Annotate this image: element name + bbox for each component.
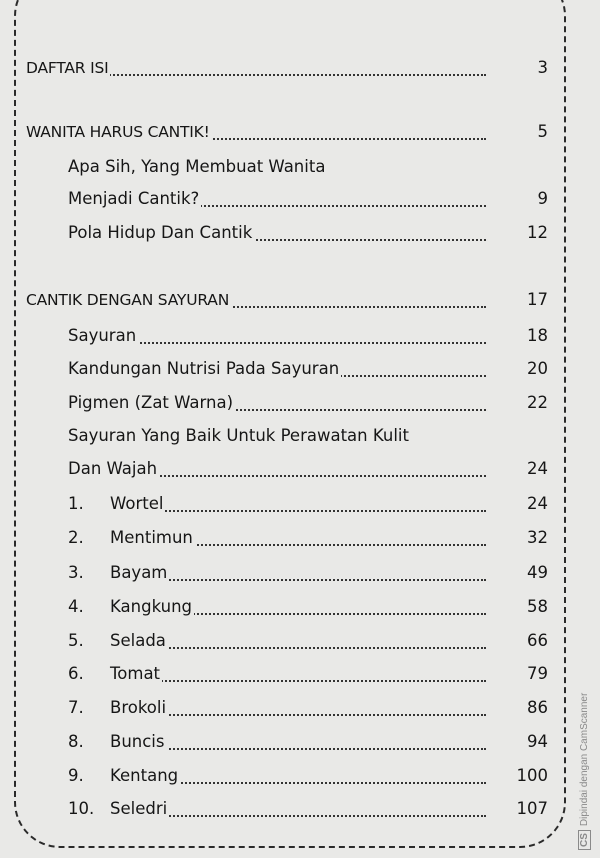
- toc-item-9[interactable]: [68, 762, 486, 790]
- entry-title-line1: Apa Sih, Yang Membuat Wanita: [68, 157, 326, 176]
- item-page: 58: [527, 597, 548, 616]
- entry-page: 20: [527, 359, 548, 378]
- item-title: Buncis: [110, 730, 167, 754]
- item-number: 5.: [68, 629, 86, 653]
- toc-entry-cantik-dengan-sayuran[interactable]: [26, 286, 486, 314]
- toc-entry-pola-hidup[interactable]: [68, 219, 486, 247]
- toc-item-10[interactable]: [68, 795, 486, 823]
- item-title: Kangkung: [110, 595, 194, 619]
- item-page: 79: [527, 664, 548, 683]
- item-number: 4.: [68, 595, 86, 619]
- item-title: Wortel: [110, 492, 165, 516]
- toc-entry-daftar-isi[interactable]: [26, 54, 486, 82]
- entry-page: 18: [527, 326, 548, 345]
- item-page: 86: [527, 698, 548, 717]
- entry-title: WANITA HARUS CANTIK!: [26, 120, 212, 144]
- item-page: 32: [527, 528, 548, 547]
- entry-page: 22: [527, 393, 548, 412]
- item-page: 107: [516, 799, 548, 818]
- item-title: Selada: [110, 629, 168, 653]
- scanner-watermark: [578, 693, 591, 850]
- item-title: Bayam: [110, 561, 169, 585]
- toc-item-5[interactable]: [68, 627, 486, 655]
- item-title: Mentimun: [110, 526, 195, 550]
- entry-page: 17: [527, 290, 548, 309]
- watermark-text: Dipindai dengan CamScanner: [579, 692, 590, 827]
- toc-entry-sayuran[interactable]: [68, 322, 486, 350]
- entry-page: 3: [537, 58, 548, 77]
- toc-item-3[interactable]: [68, 559, 486, 587]
- toc-entry-menjadi-cantik[interactable]: [68, 185, 486, 213]
- toc-entry-kandungan-nutrisi[interactable]: [68, 355, 486, 383]
- entry-title: Kandungan Nutrisi Pada Sayuran: [68, 357, 341, 381]
- dot-leader: [110, 510, 486, 512]
- item-page: 49: [527, 563, 548, 582]
- entry-title: Dan Wajah: [68, 457, 159, 481]
- entry-title: DAFTAR ISI: [26, 56, 110, 80]
- item-page: 94: [527, 732, 548, 751]
- item-number: 8.: [68, 730, 86, 754]
- entry-page: 9: [537, 189, 548, 208]
- item-number: 2.: [68, 526, 86, 550]
- toc-item-6[interactable]: [68, 660, 486, 688]
- item-number: 10.: [68, 797, 96, 821]
- item-title: Brokoli: [110, 696, 168, 720]
- dot-leader: [110, 680, 486, 682]
- toc-item-7[interactable]: [68, 694, 486, 722]
- entry-title-line1: Sayuran Yang Baik Untuk Perawatan Kulit: [68, 426, 409, 445]
- toc-item-1[interactable]: [68, 490, 486, 518]
- toc-item-8[interactable]: [68, 728, 486, 756]
- item-page: 100: [516, 766, 548, 785]
- entry-page: 12: [527, 223, 548, 242]
- item-number: 3.: [68, 561, 86, 585]
- camscanner-logo-icon: CS: [578, 830, 591, 850]
- item-page: 24: [527, 494, 548, 513]
- entry-title: Pola Hidup Dan Cantik: [68, 221, 254, 245]
- toc-item-2[interactable]: [68, 524, 486, 552]
- toc-entry-wanita-harus-cantik[interactable]: [26, 118, 486, 146]
- item-number: 9.: [68, 764, 86, 788]
- item-title: Kentang: [110, 764, 180, 788]
- entry-title: Pigmen (Zat Warna): [68, 391, 235, 415]
- toc-entry-dan-wajah[interactable]: [68, 455, 486, 483]
- entry-title: Menjadi Cantik?: [68, 187, 201, 211]
- entry-title: CANTIK DENGAN SAYURAN: [26, 288, 231, 312]
- item-page: 66: [527, 631, 548, 650]
- item-number: 7.: [68, 696, 86, 720]
- toc-item-4[interactable]: [68, 593, 486, 621]
- item-number: 6.: [68, 662, 86, 686]
- item-title: Seledri: [110, 797, 169, 821]
- item-title: Tomat: [110, 662, 162, 686]
- entry-page: 5: [537, 122, 548, 141]
- entry-title: Sayuran: [68, 324, 138, 348]
- entry-page: 24: [527, 459, 548, 478]
- item-number: 1.: [68, 492, 86, 516]
- toc-entry-pigmen[interactable]: [68, 389, 486, 417]
